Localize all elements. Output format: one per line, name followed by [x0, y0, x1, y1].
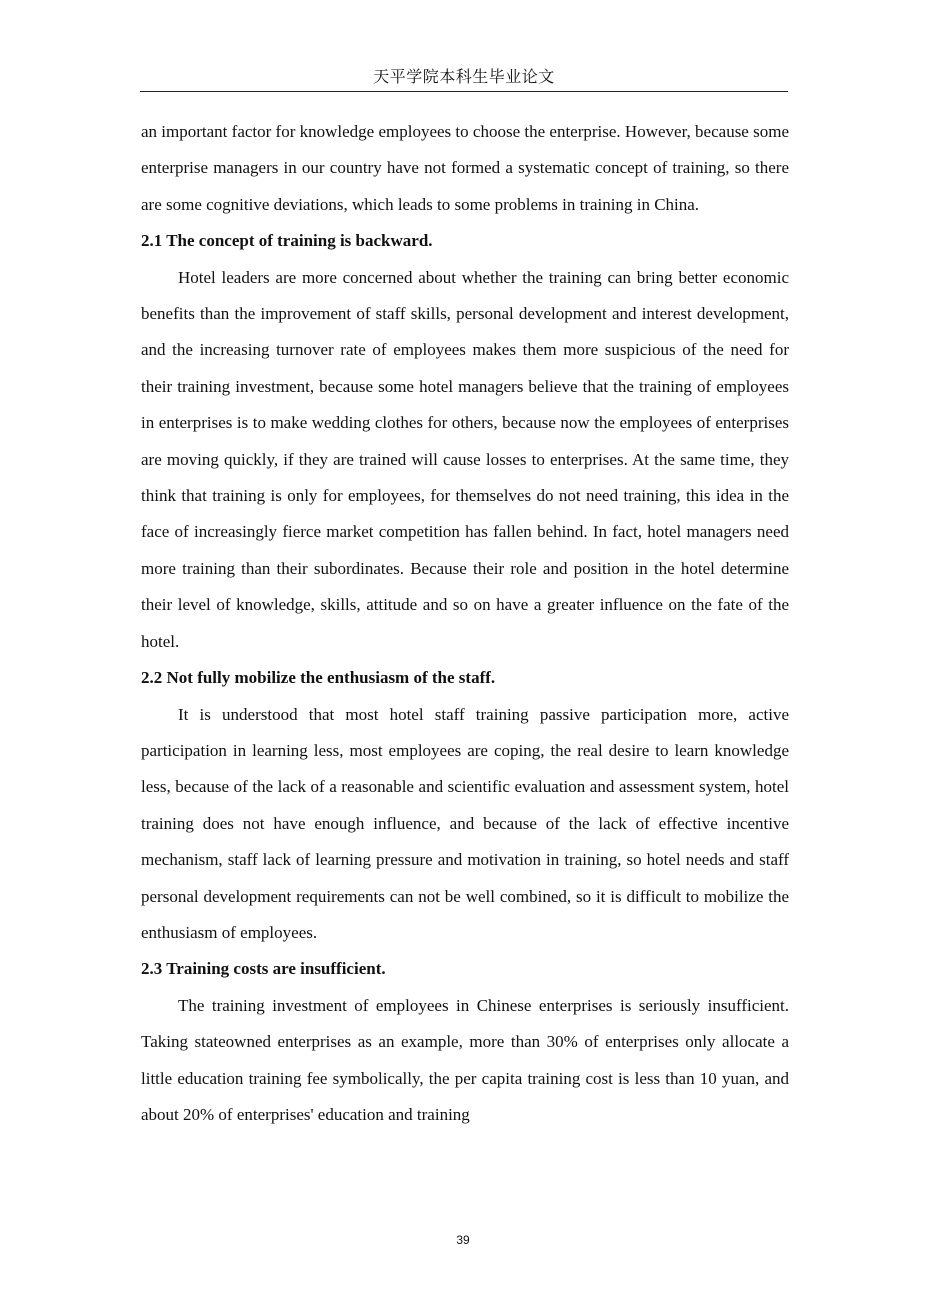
- page-number: 39: [456, 1233, 470, 1247]
- header-rule: [140, 91, 788, 92]
- section-paragraph-2-2: It is understood that most hotel staff training passive participation more, active participation in learning less, most employees are coping, the real desire to learn knowledge less, because of the lack of a reasonable and scientific evaluation and assessment system, hotel training does not have enough influence, and because of the lack of effective incentive mechanism, staff lack of learning pressure and motivation in training, so hotel needs and staff personal development requirements can not be well combined, so it is difficult to mobilize the enthusiasm of employees.: [141, 704, 789, 942]
- section-heading-2-1: 2.1 The concept of training is backward.: [141, 231, 433, 251]
- section-paragraph-2-1: Hotel leaders are more concerned about whether the training can bring better economic benefits than the improvement of staff skills, personal development and interest development, and the increasing turnover rate of employees makes them more suspicious of the need for their training investment, because some hotel managers believe that the training of employees in enterprises is to make wedding clothes for others, because now the employees of enterprises are moving quickly, if they are trained will cause losses to enterprises. At the same time, they think that training is only for employees, for themselves do not need training, this idea in the face of increasingly fierce market competition has fallen behind. In fact, hotel managers need more training than their subordinates. Because their role and position in the hotel determine their level of knowledge, skills, attitude and so on have a greater influence on the fate of the hotel.: [141, 267, 789, 651]
- page-header: 天平学院本科生毕业论文: [373, 69, 555, 86]
- document-body: [141, 114, 789, 1133]
- section-paragraph-2-3: The training investment of employees in Chinese enterprises is seriously insufficient. Taking stateowned enterprises as an example, more than 30% of enterprises only allocate a little education training fee symbolically, the per capita training cost is less than 10 yuan, and about 20% of enterprises' education and training: [141, 995, 789, 1124]
- section-heading-2-3: 2.3 Training costs are insufficient.: [141, 959, 386, 979]
- intro-paragraph: an important factor for knowledge employees to choose the enterprise. However, because some enterprise managers in our country have not formed a systematic concept of training, so there are some cognitive deviations, which leads to some problems in training in China.: [141, 122, 789, 214]
- section-heading-2-2: 2.2 Not fully mobilize the enthusiasm of the staff.: [141, 668, 496, 688]
